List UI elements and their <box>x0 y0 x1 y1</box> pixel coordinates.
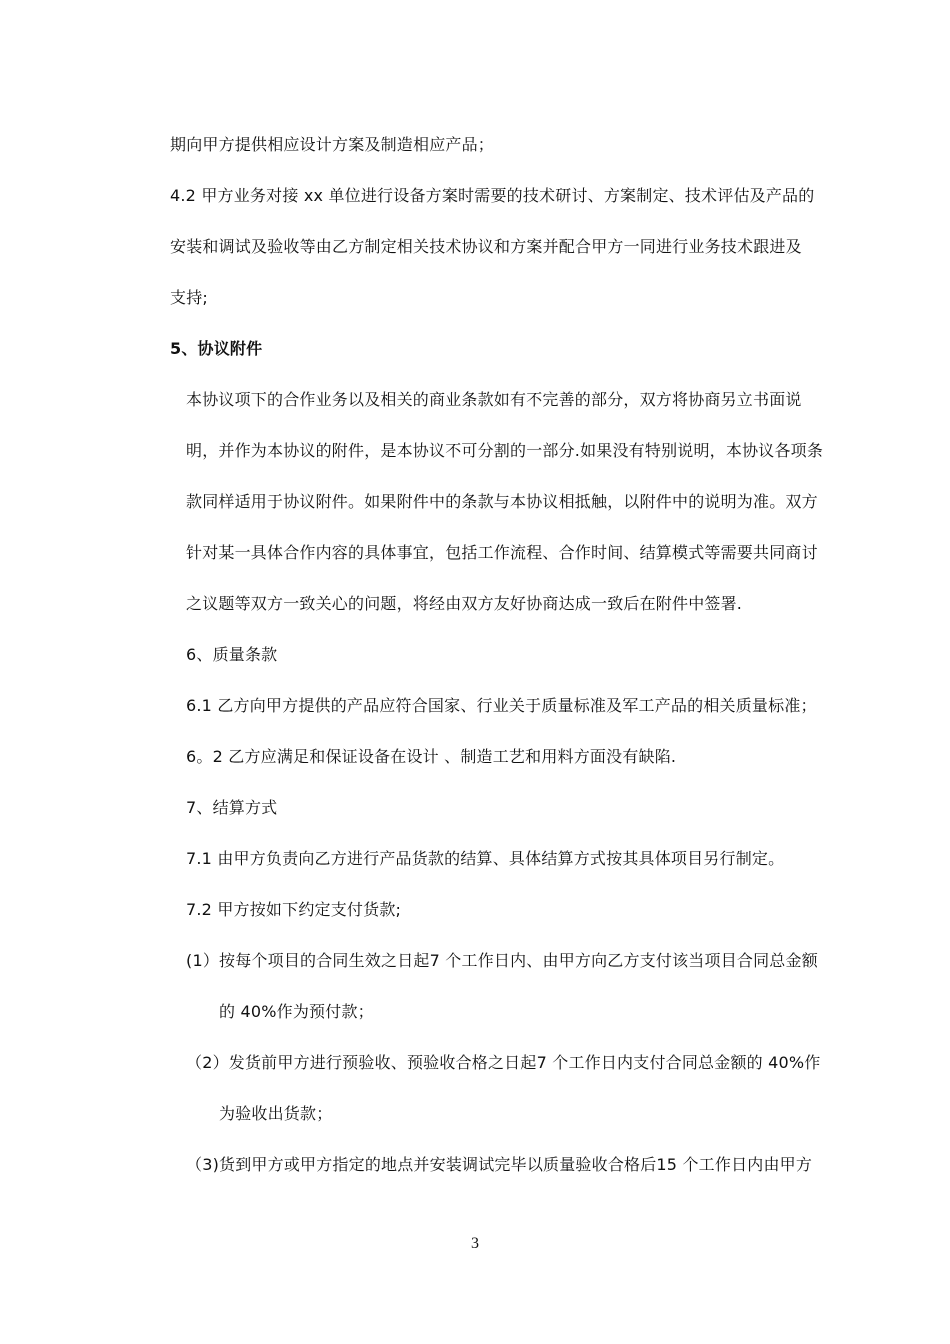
text-line: 7.1 由甲方负责向乙方进行产品货款的结算、具体结算方式按其具体项目另行制定。 <box>186 849 785 868</box>
text-line: 安装和调试及验收等由乙方制定相关技术协议和方案并配合甲方一同进行业务技术跟进及 <box>170 237 802 256</box>
text-line: 之议题等双方一致关心的问题，将经由双方友好协商达成一致后在附件中签署. <box>186 594 743 613</box>
text-line: 的 40%作为预付款； <box>219 1002 374 1021</box>
section-heading-6: 6、质量条款 <box>186 645 278 664</box>
text-line: 6。2 乙方应满足和保证设备在设计 、制造工艺和用料方面没有缺陷. <box>186 747 677 766</box>
page-number: 3 <box>471 1235 479 1252</box>
section-heading-7: 7、结算方式 <box>186 798 278 817</box>
text-line: 为验收出货款； <box>219 1104 333 1123</box>
section-heading-5: 5、协议附件 <box>170 339 263 358</box>
text-line: 针对某一具体合作内容的具体事宜，包括工作流程、合作时间、结算模式等需要共同商讨 <box>186 543 818 562</box>
text-line: 4.2 甲方业务对接 xx 单位进行设备方案时需要的技术研讨、方案制定、技术评估及产品的 <box>170 186 815 205</box>
text-line: 本协议项下的合作业务以及相关的商业条款如有不完善的部分，双方将协商另立书面说 <box>186 390 802 409</box>
text-line: 7.2 甲方按如下约定支付货款; <box>186 900 402 919</box>
text-line: 6.1 乙方向甲方提供的产品应符合国家、行业关于质量标准及军工产品的相关质量标准； <box>186 696 817 715</box>
text-line: 款同样适用于协议附件。如果附件中的条款与本协议相抵触，以附件中的说明为准。双方 <box>186 492 818 511</box>
list-item-3: （3)货到甲方或甲方指定的地点并安装调试完毕以质量验收合格后15 个工作日内由甲方 <box>186 1155 813 1174</box>
list-item-2: （2）发货前甲方进行预验收、预验收合格之日起7 个工作日内支付合同总金额的 40%作 <box>186 1053 821 1072</box>
list-item-1: (1）按每个项目的合同生效之日起7 个工作日内、由甲方向乙方支付该当项目合同总金额 <box>186 951 818 970</box>
text-line: 明，并作为本协议的附件，是本协议不可分割的一部分.如果没有特别说明，本协议各项条 <box>186 441 824 460</box>
text-line: 期向甲方提供相应设计方案及制造相应产品； <box>170 135 495 154</box>
text-line: 支持; <box>170 288 208 307</box>
